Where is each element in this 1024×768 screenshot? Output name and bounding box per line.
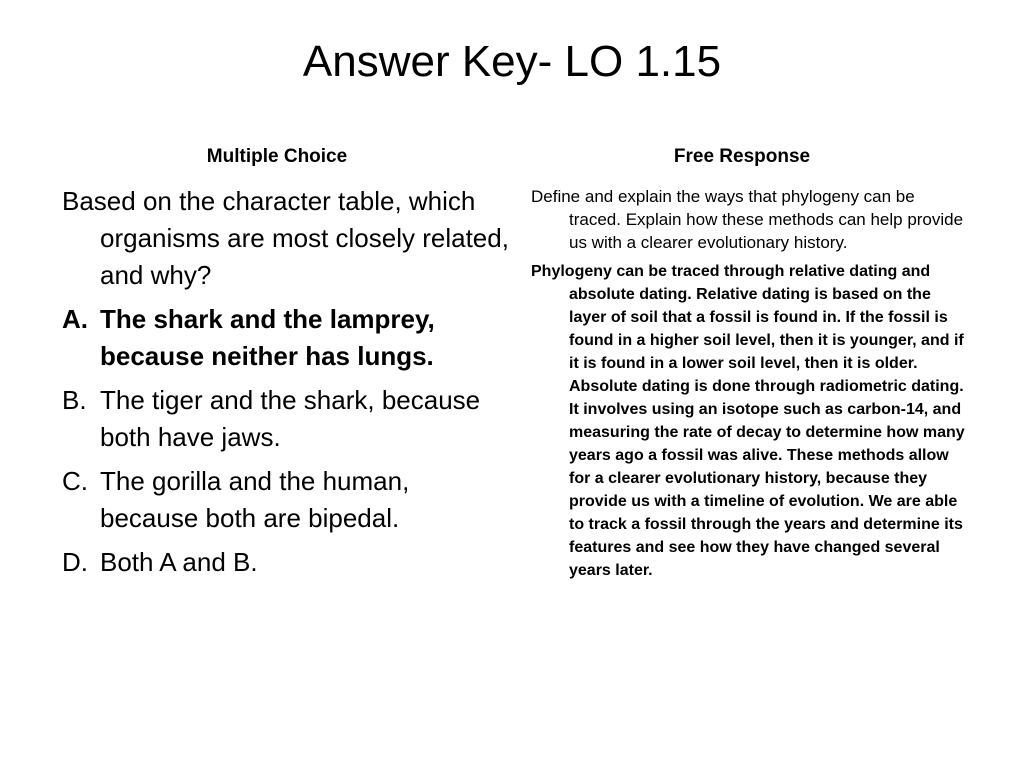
choice-d	[62, 544, 512, 581]
choice-c	[62, 463, 512, 537]
choice-text: The tiger and the shark, because both have jaws.	[100, 385, 481, 452]
choice-letter: D.	[62, 547, 88, 577]
free-response-prompt: Define and explain the ways that phylogeny can be traced. Explain how these methods can help provide us with a clearer evolutionary history.	[531, 187, 964, 252]
choice-letter: A.	[62, 304, 88, 334]
choice-text: The gorilla and the human, because both are bipedal.	[100, 466, 410, 533]
choice-text: The shark and the lamprey, because neither has lungs.	[100, 304, 435, 371]
choice-letter: B.	[62, 385, 87, 415]
multiple-choice-question: Based on the character table, which organisms are most closely related, and why?	[62, 186, 509, 290]
free-response-header: Free Response	[673, 146, 811, 167]
choice-a	[62, 301, 512, 375]
free-response-section	[531, 185, 971, 582]
choice-letter: C.	[62, 466, 88, 496]
choice-text: Both A and B.	[100, 547, 258, 577]
free-response-answer: Phylogeny can be traced through relative dating and absolute dating. Relative dating is based on the layer of soil that a fossil is found in. If the fossil is found in a higher soil level, then it is younger, and if it is found in a lower soil level, then it is older. Absolute dating is done through radiometric dating. It involves using an isotope such as carbon-14, and measuring the rate of decay to determine how many years ago a fossil was alive. These methods allow for a clearer evolutionary history, because they provide us with a timeline of evolution. We are able to track a fossil through the years and determine its features and see how they have changed several years later.	[531, 263, 965, 579]
multiple-choice-section	[62, 183, 512, 588]
multiple-choice-header: Multiple Choice	[206, 146, 348, 167]
choice-b	[62, 382, 512, 456]
slide-title: Answer Key- LO 1.15	[302, 37, 722, 86]
